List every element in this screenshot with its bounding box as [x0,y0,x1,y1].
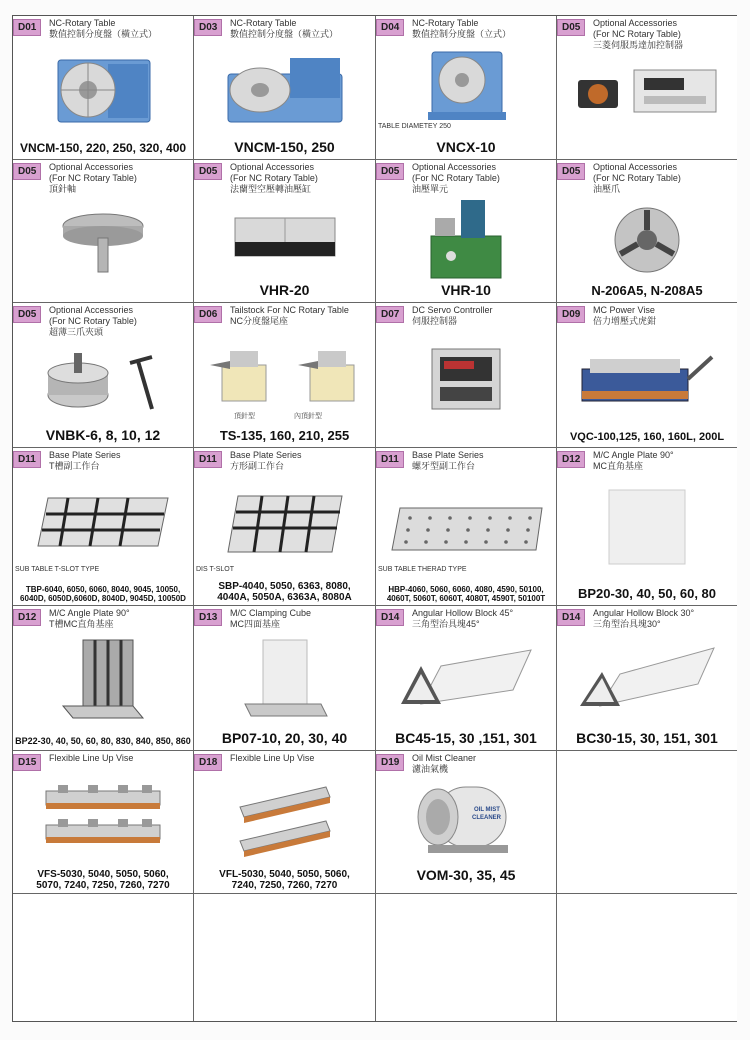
product-cell-d14-45[interactable] [376,606,557,751]
product-title: M/C Angle Plate 90° MC直角基座 [593,450,674,471]
product-title: Base Plate Series 方形副工作台 [230,450,302,471]
product-code: D04 [376,19,404,36]
product-code: D05 [557,163,585,180]
model-number: BP20-30, 40, 50, 60, 80 [577,586,717,601]
product-title: NC-Rotary Table 數值控制分度盤（立式） [412,18,512,39]
line-up-vise-image [38,779,168,855]
model-number: VQC-100,125, 160, 160L, 200L [569,431,725,443]
product-code: D18 [194,754,222,771]
servo-controller-image [426,339,506,417]
empty-cell [557,751,737,894]
product-cell-d14-30[interactable] [557,606,737,751]
t-slot-angle-plate-image [53,636,153,722]
clamping-cube-image [235,636,335,722]
product-title: Tailstock For NC Rotary Table NC分度盤尾座 [230,305,349,326]
product-cell-d05-center[interactable] [13,160,194,303]
product-cell-d04[interactable] [376,16,557,160]
product-title: NC-Rotary Table 數值控制分度盤（橫立式） [49,18,158,39]
product-title: Optional Accessories (For NC Rotary Table) 油壓單元 [412,162,500,194]
product-code: D05 [557,19,585,36]
product-cell-d12-angle[interactable] [557,448,737,606]
product-cell-d13[interactable] [194,606,376,751]
product-code: D05 [13,163,41,180]
product-code: D12 [13,609,41,626]
catalog-grid [12,15,737,1022]
product-title: Optional Accessories (For NC Rotary Table) 油壓爪 [593,162,681,194]
tailstock-image [200,339,370,409]
product-cell-d11-tslot[interactable] [13,448,194,606]
product-code: D06 [194,306,222,323]
line-up-vise-image [230,777,340,857]
product-code: D07 [376,306,404,323]
hydraulic-chuck-image [607,202,687,278]
product-brand-label: OIL MIST [474,807,500,813]
product-cell-d05-three-jaw[interactable] [13,303,194,448]
model-number: VHR-10 [441,282,491,298]
product-title: M/C Angle Plate 90° T槽MC直角基座 [49,608,130,629]
model-number: VFS-5030, 5040, 5050, 5060, 5070, 7240, 7250, 7260, 7270 [36,869,170,891]
product-cell-d06[interactable] [194,303,376,448]
hydraulic-cylinder-image [225,210,345,270]
product-cell-d19[interactable] [376,751,557,894]
product-title: MC Power Vise 倍力增壓式虎鉗 [593,305,657,326]
empty-cell [194,894,376,1021]
empty-cell [376,894,557,1021]
product-code: D05 [13,306,41,323]
product-code: D05 [376,163,404,180]
model-number: VNCM-150, 250 [234,139,335,155]
model-number: VFL-5030, 5040, 5050, 5060, 7240, 7250, 7260, 7270 [219,869,350,891]
tailstock-type-inner: 內頂針型 [294,413,322,420]
product-code: D03 [194,19,222,36]
model-number: BP07-10, 20, 30, 40 [221,730,348,746]
t-slot-plate-image [28,490,178,556]
product-title: Base Plate Series 螺牙型副工作台 [412,450,484,471]
product-cell-d05-servo[interactable] [557,16,737,160]
hydraulic-unit-image [421,192,511,282]
product-code: D05 [194,163,222,180]
product-code: D09 [557,306,585,323]
center-shaft-image [53,202,153,278]
vertical-rotary-table-image [418,46,514,122]
plate-type-note: SUB TABLE T-SLOT TYPE [15,566,100,573]
empty-cell [13,894,194,1021]
model-number: VNCX-10 [436,139,496,155]
rotary-table-image [220,46,350,130]
rotary-table-image [48,50,158,130]
square-plate-image [220,490,350,562]
product-cell-d05-chuck[interactable] [557,160,737,303]
product-title: Optional Accessories (For NC Rotary Table) 三菱伺服馬達加控制器 [593,18,684,50]
product-cell-d09[interactable] [557,303,737,448]
servo-motor-controller-image [572,62,722,118]
plate-type-note: DIS T-SLOT [196,566,234,573]
product-title: Optional Accessories (For NC Rotary Table) 頂針軸 [49,162,137,194]
angular-block-30-image [572,644,722,716]
model-number: VNBK-6, 8, 10, 12 [45,427,161,443]
product-cell-d05-cylinder[interactable] [194,160,376,303]
product-code: D19 [376,754,404,771]
product-brand-label: CLEANER [472,815,502,821]
product-title: Optional Accessories (For NC Rotary Table) 法蘭型空壓轉油壓缸 [230,162,318,194]
product-cell-d18[interactable] [194,751,376,894]
model-number: BC30-15, 30, 151, 301 [576,730,718,746]
model-number: SBP-4040, 5050, 6363, 8080, 4040A, 5050A, 6363A, 8080A [217,581,352,603]
model-number: HBP-4060, 5060, 6060, 4080, 4590, 50100, 4060T, 5060T, 6060T, 4080T, 4590T, 50100T [386,585,546,603]
angle-plate-image [597,484,697,570]
empty-cell [557,894,737,1021]
product-cell-d12-tslot-angle[interactable] [13,606,194,751]
model-number: BP22-30, 40, 50, 60, 80, 830, 840, 850, 860 [15,736,191,746]
thread-plate-image [386,502,546,560]
three-jaw-chuck-image [28,343,178,419]
product-title: Oil Mist Cleaner 濾油氣機 [412,753,477,774]
product-title: M/C Clamping Cube MC四面基座 [230,608,312,629]
product-cell-d11-square[interactable] [194,448,376,606]
product-code: D11 [194,451,222,468]
product-cell-d01[interactable] [13,16,194,160]
product-title: Angular Hollow Block 30° 三角型治具塊30° [593,608,695,629]
product-cell-d05-hydraulic[interactable] [376,160,557,303]
model-number: VHR-20 [259,282,310,298]
product-code: D13 [194,609,222,626]
product-code: D14 [376,609,404,626]
model-number: N-206A5, N-208A5 [591,283,703,298]
product-cell-d15[interactable] [13,751,194,894]
product-title: DC Servo Controller 伺服控制器 [412,305,493,326]
product-cell-d03[interactable] [194,16,376,160]
product-code: D12 [557,451,585,468]
product-title: Base Plate Series T槽副工作台 [49,450,121,471]
model-number: TS-135, 160, 210, 255 [219,428,350,443]
plate-type-note: SUB TABLE THERAD TYPE [378,566,467,573]
model-number: BC45-15, 30 ,151, 301 [395,730,537,746]
product-code: D14 [557,609,585,626]
product-title: Flexible Line Up Vise [230,753,315,763]
product-title: Flexible Line Up Vise [49,753,134,763]
model-number: TBP-6040, 6050, 6060, 8040, 9045, 10050, 6040D, 6050D,6060D, 8040D, 9045D, 10050D [20,585,186,603]
product-code: D01 [13,19,41,36]
model-number: VNCM-150, 220, 250, 320, 400 [19,141,187,155]
product-code: D11 [376,451,404,468]
angular-block-45-image [391,646,541,716]
tailstock-type-center: 頂針型 [234,413,255,420]
table-diameter-note: TABLE DIAMETEY 250 [378,123,451,130]
power-vise-image [572,339,722,415]
product-cell-d07[interactable] [376,303,557,448]
product-title: NC-Rotary Table 數值控制分度盤（橫立式） [230,18,339,39]
product-title: Optional Accessories (For NC Rotary Table) 超薄三爪夾頭 [49,305,137,337]
product-code: D11 [13,451,41,468]
oil-mist-cleaner-image [406,781,526,861]
product-title: Angular Hollow Block 45° 三角型治具塊45° [412,608,514,629]
product-cell-d11-thread[interactable] [376,448,557,606]
product-code: D15 [13,754,41,771]
model-number: VOM-30, 35, 45 [416,867,516,883]
